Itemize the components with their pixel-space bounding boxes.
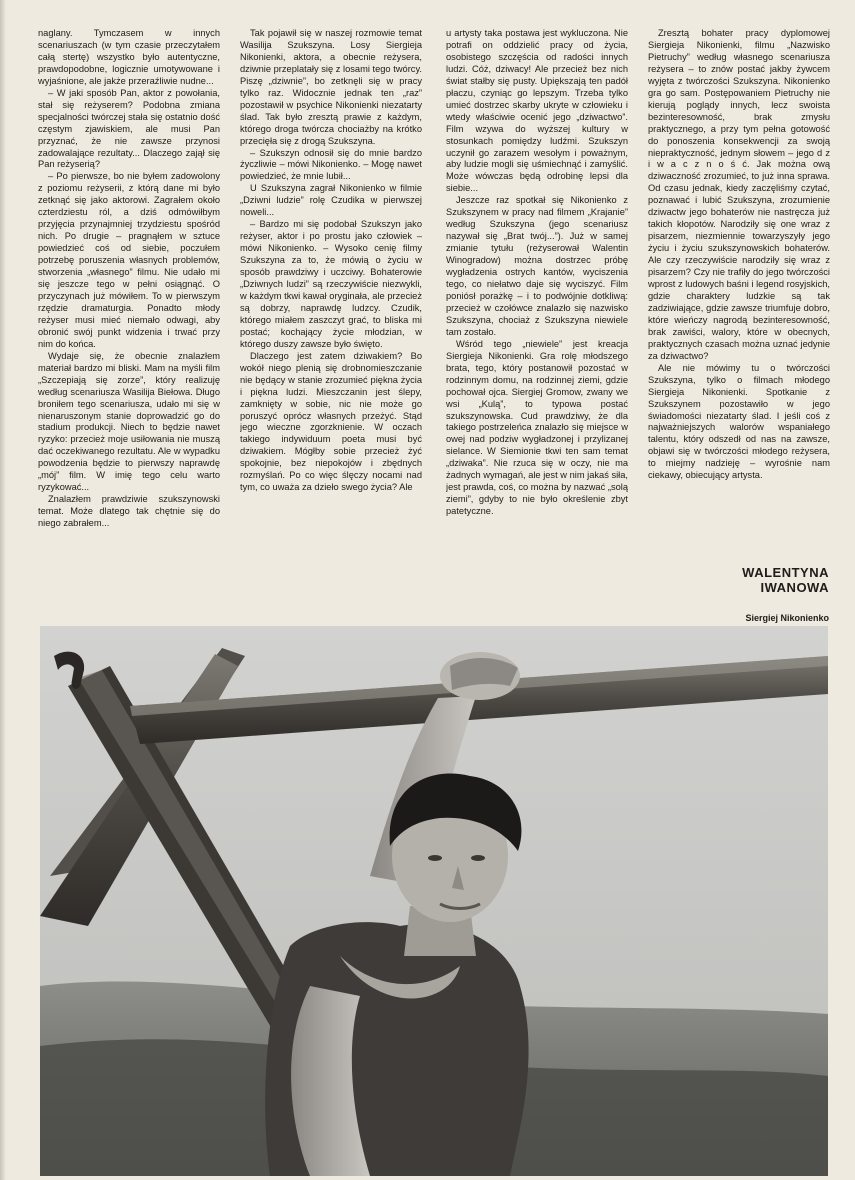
- paragraph: Ale nie mówimy tu o twórczości Szukszyna, tylko o filmach młodego Siergieja Nikonienki. Spotkanie z Szukszynem pozostawiło w jego świadomości niezatarty ślad. I jeśli coś z najważniejszych walorów wspaniałego talentu, który odszedł od nas na zawsze, objawi się w twórczości młodego reżysera, to miejmy nadzieję – wyrośnie nam ciekawy, obiecujący artysta.: [648, 362, 830, 481]
- article-column-1: [38, 28, 220, 598]
- paragraph: – Szukszyn odnosił się do mnie bardzo życzliwie – mówi Nikonienko. – Mogę nawet powiedzieć, że mnie lubił...: [240, 147, 422, 182]
- paragraph: – W jaki sposób Pan, aktor z powołania, stał się reżyserem? Podobna zmiana specjalności twórczej stała się ostatnio dość częstym zjawiskiem, ale musi Pan przyznać, że nie zawsze przynosi zadowalające rezultaty... Dlaczego zajął się Pan reżyserią?: [38, 87, 220, 170]
- photo-illustration: [40, 626, 828, 1176]
- paragraph: Dlaczego jest zatem dziwakiem? Bo wokół niego plenią się drobnomieszczanie nie będący w stanie zrozumieć piękna życia i piękna ludzi. Mieszczanin jest ślepy, zamknięty w sobie, nic nie może go poruszyć oprócz własnych przeżyć. Stąd jego wieczne zgorzknienie. W oczach takiego indywiduum poeta musi być dziwakiem. Mógłby sobie przecież żyć spokojnie, bez niepokojów i zbędnych rozmyślań. Po co więc ślęczy nocami nad tym, co uważa za dzieło swego życia? Ale: [240, 350, 422, 493]
- article-column-3: [446, 28, 628, 600]
- paragraph: Wśród tego „niewiele” jest kreacja Siergieja Nikonienki. Gra rolę młodszego brata, tego, który postanowił pozostać w rodzinnym domu, na rodzinnej ziemi, gdzie pochował ojca. Siergiej Gromow, zwany we wsi „Kulą”, to typowa postać szukszynowska. Cud prawdziwy, że dla takiego postrzeleńca znalazło się miejsce w owej nad podziw wygładzonej i przylizanej sielance. W Siemionie tkwi ten sam temat „dziwaka”. Nie rzuca się w oczy, nie ma żadnych wymagań, ale jest w nim jakaś siła, jest prawda, coś, co można by nazwać „solą ziemi”, gdyby to nie było określenie zbyt patetyczne.: [446, 338, 628, 517]
- photo-caption: Siergiej Nikonienko: [745, 613, 829, 623]
- paragraph: Zresztą bohater pracy dyplomowej Siergieja Nikonienki, filmu „Nazwisko Pietruchy” według własnego scenariusza reżysera – to znów postać jakby żywcem wyjęta z twórczości Szukszyna. Nikonienko gra go sam. Postępowaniem Pietruchy nie kierują poglądy innych, lecz swoista bezinteresowność, brak zmysłu praktycznego, a przy tym pełna gotowość do ponoszenia konsekwencji za swoją niepraktyczność, jednym słowem – jego d z i w a c z n o ś ć. Jak można ową dziwaczność zrozumieć, to już inna sprawa. Od czasu jednak, kiedy zaczęliśmy czytać, poznawać i lubić Szukszyna, zrozumienie dziwactw jego bohaterów nie nastręcza już takich kłopotów. Narodziły się one wraz z pisarzem, niezmiennie towarzyszyły jego życiu i życiu szukszynowskich bohaterów. Ale czy rzeczywiście narodziły się wraz z pisarzem? Czy nie trafiły do jego twórczości wprost z ludowych baśni i legend rosyjskich, gdzie charaktery ludzkie są tak zadziwiające, gdzie zawsze triumfuje dobro, które wieńczy nagrodą bezinteresowność, brak zawiści, walory, które w obecnych, praktycznych czasach można uznać jedynie za dziwactwo?: [648, 28, 830, 361]
- paragraph: U Szukszyna zagrał Nikonienko w filmie „Dziwni ludzie” rolę Czudika w pierwszej noweli...: [240, 183, 422, 218]
- paragraph: u artysty taka postawa jest wykluczona. Nie potrafi on oddzielić pracy od życia, osobistego szczęścia od radości innych ludzi. Cóż, dziwacy! Ale przecież bez nich świat stałby się pusty. Upiększają ten padół płaczu, czyniąc go lepszym. Trzeba tylko umieć dostrzec skarby ukryte w człowieku i wtedy właściwie ocenić jego „dziwactwo”. Film wzywa do wyższej kultury w stosunkach pomiędzy ludźmi. Szukszyn uczynił go zarazem wesołym i poważnym, aby ludzie mogli się uśmiechnąć i zamyślić. Może wówczas będą odrobinę lepsi dla siebie...: [446, 28, 628, 194]
- paragraph: Jeszcze raz spotkał się Nikonienko z Szukszynem w pracy nad filmem „Krajanie” według Szukszyna (jego scenariusz nazywał się „Brat twój...”). Już w samej zmianie tytułu (reżyserował Walentin Winogradow) można dostrzec próbę wygładzenia ostrych kantów, wyciszenia tego, co niełatwo daje się wyciszyć. Film poniósł porażkę – i to podwójnie dotkliwą: przecież w czołówce znalazło się nazwisko Szukszyna, chociaż z Szukszyna niewiele tam zostało.: [446, 195, 628, 337]
- paragraph: Wydaje się, że obecnie znalazłem materiał bardzo mi bliski. Mam na myśli film „Szczepiają się zorze”, który realizuję według scenariusza Wasilija Biełowa. Długo broniłem tego scenariusza, udało mi się w nienaruszonym stanie doprowadzić go do stadium produkcji. Niech to będzie nawet ryzyko: przecież moje usiłowania nie muszą dać oczekiwanego rezultatu. Ale w wypadku powodzenia będzie to pierwszy naprawdę „mój” film. W imię tego celu warto ryzykować...: [38, 350, 220, 493]
- paragraph: – Bardzo mi się podobał Szukszyn jako reżyser, aktor i po prostu jako człowiek – mówi Nikonienko. – Wysoko cenię filmy Szukszyna za to, że mówią o życiu w sposób prawdziwy i uczciwy. Bohaterowie „Dziwnych ludzi” są rzeczywiście niezwykli, w każdym tkwi kawał oryginała, ale przecież są dobrzy, naprawdę ludzcy. Czudik, którego miałem zaszczyt grać, to bliska mi postać; kochający życie młodzian, w którego duszy zawsze było święto.: [240, 219, 422, 349]
- author-first-name: WALENTYNA: [742, 565, 829, 580]
- paragraph: naglany. Tymczasem w innych scenariuszach (w tym czasie przeczytałem całą stertę) wszystko było autentyczne, prawdopodobne, logicznie umotywowane i wyjaśnione, ale jakże przeraźliwie nudne...: [38, 28, 220, 86]
- author-last-name: IWANOWA: [760, 580, 829, 595]
- paragraph: Znalazłem prawdziwie szukszynowski temat. Może dlatego tak chętnie się do niego zabrałem...: [38, 494, 220, 529]
- author-signature: [659, 565, 829, 595]
- paragraph: – Po pierwsze, bo nie byłem zadowolony z poziomu reżyserii, z którą dane mi było zetknąć się jako aktorowi. Zagrałem około czterdziestu ról, a dziś odmówiłbym przyjęcia przynajmniej trzydziestu spośród nich. Po drugie – pragnąłem w sztuce powiedzieć coś od siebie, poczułem potrzebę poruszenia własnych problemów, stworzenia „własnego” filmu. Nie udało mi się jeszcze tego w pełni osiągnąć. O przyczynach już mówiłem. To w pierwszym rzędzie dramaturgia. Ponadto młody reżyser musi mieć niemało odwagi, aby obronić swój punkt widzenia i trwać przy nim do końca.: [38, 171, 220, 349]
- page-fold-shadow: [0, 0, 6, 1180]
- article-column-4: [648, 28, 830, 558]
- portrait-photo: [40, 626, 828, 1176]
- article-column-2: [240, 28, 422, 598]
- paragraph: Tak pojawił się w naszej rozmowie temat Wasilija Szukszyna. Losy Siergieja Nikonienki, aktora, a obecnie reżysera, dziwnie przeplatały się z losami tego twórcy. Piszę „dziwnie”, bo zetknęli się w pracy tylko raz. Widocznie jednak ten „raz” pozostawił w psychice Nikonienki niezatarty ślad. Tak było zresztą prawie z każdym, którego droga twórcza chociażby na krótko przecięła się z drogą Szukszyna.: [240, 28, 422, 146]
